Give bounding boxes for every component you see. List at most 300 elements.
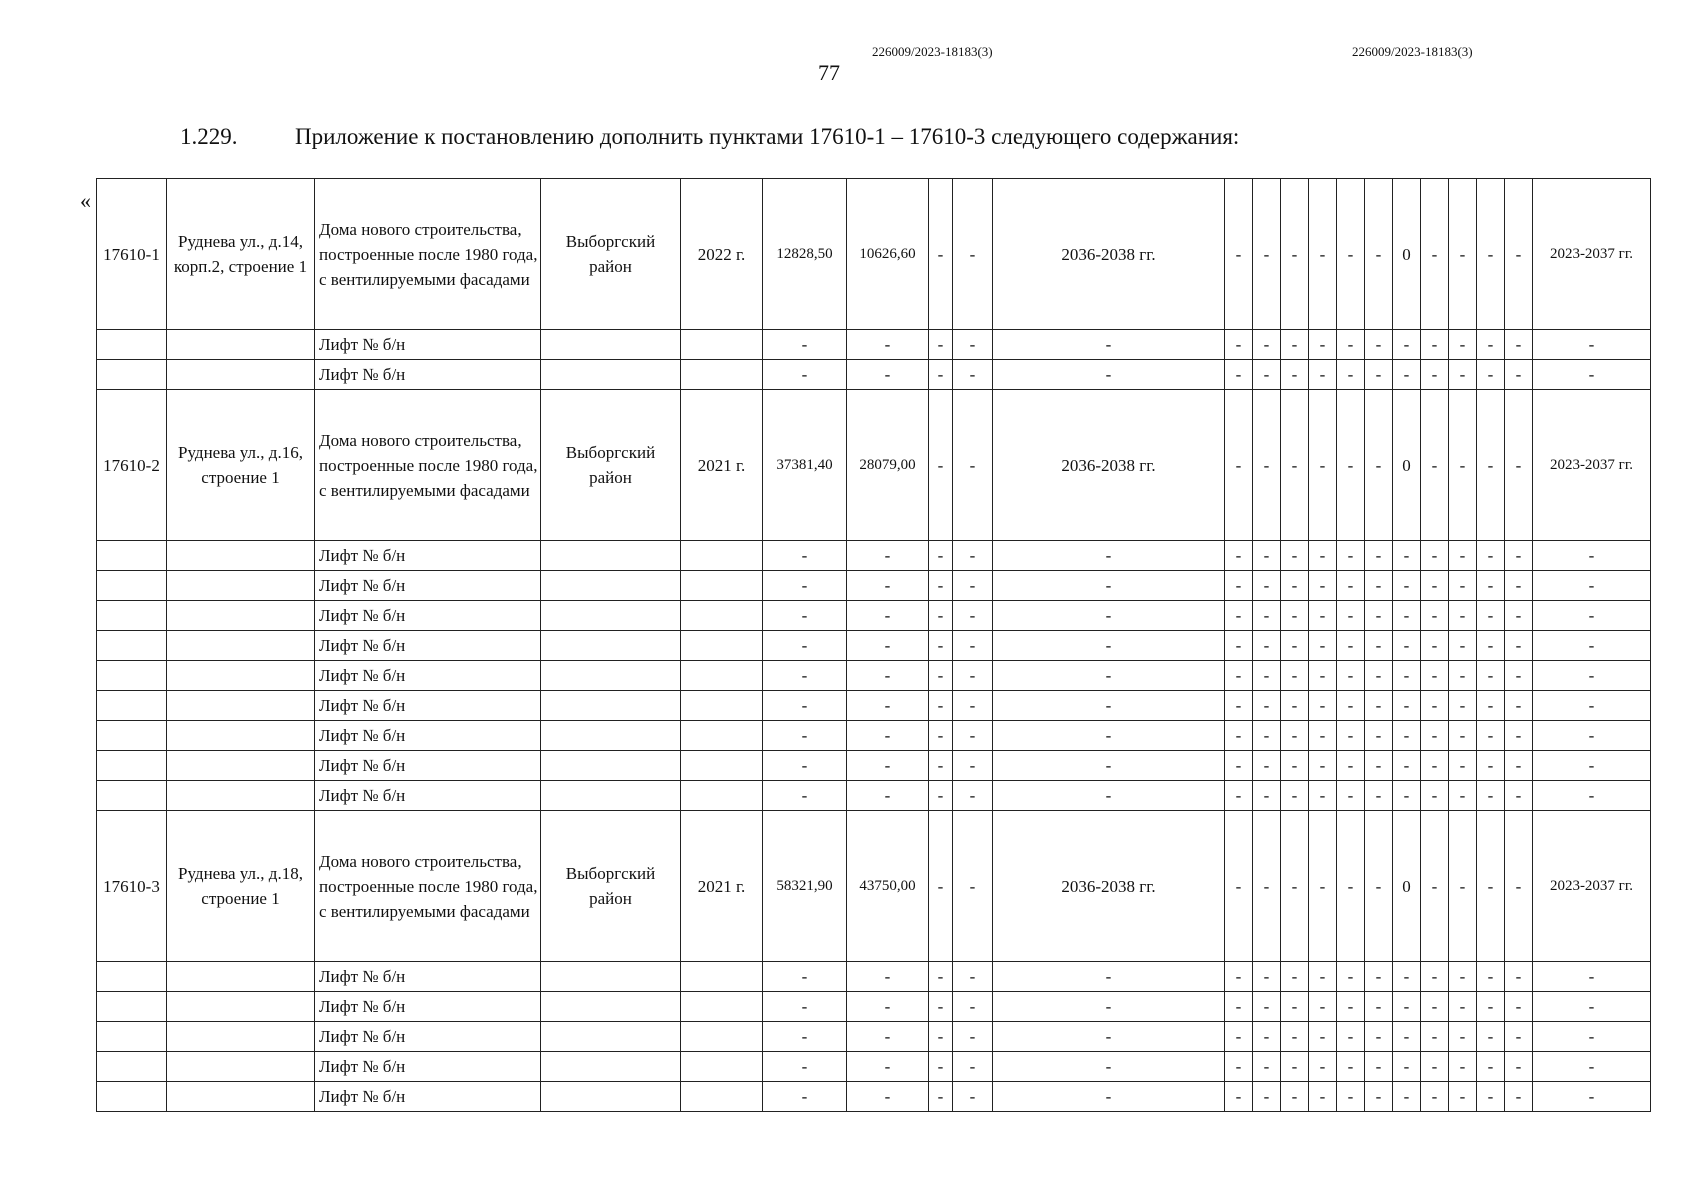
cell-area-total: - [763, 962, 847, 992]
cell-year [681, 691, 763, 721]
cell-address [167, 751, 315, 781]
cell-plan-period: - [1533, 631, 1651, 661]
cell-flag: - [1393, 571, 1421, 601]
cell-year [681, 661, 763, 691]
table-row [97, 360, 1651, 390]
cell-plan-period: - [1533, 992, 1651, 1022]
cell-flag: - [1505, 571, 1533, 601]
cell-flag: - [1365, 811, 1393, 962]
cell-area-living: - [847, 1052, 929, 1082]
table-row [97, 631, 1651, 661]
cell-flag: - [1337, 751, 1365, 781]
cell-flag: - [1477, 1052, 1505, 1082]
cell-dash: - [929, 811, 953, 962]
cell-flag: - [1309, 1082, 1337, 1112]
cell-flag: - [1449, 330, 1477, 360]
cell-district [541, 962, 681, 992]
cell-dash: - [953, 571, 993, 601]
cell-flag: - [1225, 390, 1253, 541]
cell-area-total: - [763, 571, 847, 601]
cell-flag: - [1477, 781, 1505, 811]
cell-area-living: - [847, 721, 929, 751]
document-code-left: 226009/2023-18183(3) [872, 44, 993, 59]
cell-flag: - [1309, 631, 1337, 661]
cell-flag: - [1477, 661, 1505, 691]
cell-flag: - [1505, 992, 1533, 1022]
cell-dash: - [929, 992, 953, 1022]
cell-period: 2036-2038 гг. [993, 179, 1225, 330]
cell-flag: - [1477, 962, 1505, 992]
cell-area-total: - [763, 781, 847, 811]
cell-flag: - [1421, 751, 1449, 781]
table-row [97, 751, 1651, 781]
cell-flag: - [1253, 721, 1281, 751]
cell-area-total: - [763, 751, 847, 781]
cell-flag: - [1281, 601, 1309, 631]
cell-flag: - [1281, 811, 1309, 962]
cell-area-living: - [847, 541, 929, 571]
cell-period: - [993, 661, 1225, 691]
cell-plan-period: - [1533, 330, 1651, 360]
cell-area-total: - [763, 992, 847, 1022]
cell-item-id [97, 691, 167, 721]
document-code-right: 226009/2023-18183(3) [1352, 44, 1473, 59]
cell-flag: - [1281, 631, 1309, 661]
table-row [97, 1052, 1651, 1082]
cell-item-id [97, 781, 167, 811]
cell-flag: - [1253, 330, 1281, 360]
cell-flag: - [1281, 992, 1309, 1022]
cell-year [681, 962, 763, 992]
cell-flag: - [1281, 751, 1309, 781]
cell-category: Лифт № б/н [315, 601, 541, 631]
table-row [97, 390, 1651, 541]
table-row [97, 1082, 1651, 1112]
cell-item-id [97, 751, 167, 781]
cell-flag: - [1309, 751, 1337, 781]
cell-item-id [97, 661, 167, 691]
page-number: 77 [818, 60, 840, 85]
cell-year: 2021 г. [681, 390, 763, 541]
cell-flag: - [1281, 721, 1309, 751]
cell-item-id: 17610-1 [97, 179, 167, 330]
cell-dash: - [929, 571, 953, 601]
cell-category: Лифт № б/н [315, 691, 541, 721]
cell-area-living: - [847, 661, 929, 691]
cell-flag: - [1393, 691, 1421, 721]
cell-flag: - [1421, 661, 1449, 691]
cell-flag: - [1393, 1082, 1421, 1112]
cell-area-total: - [763, 661, 847, 691]
cell-flag: - [1421, 390, 1449, 541]
cell-period: - [993, 691, 1225, 721]
cell-category: Лифт № б/н [315, 781, 541, 811]
cell-flag: - [1225, 179, 1253, 330]
cell-flag: - [1449, 571, 1477, 601]
cell-flag: - [1505, 691, 1533, 721]
cell-flag: - [1421, 781, 1449, 811]
cell-flag: - [1253, 751, 1281, 781]
cell-district [541, 360, 681, 390]
cell-flag: - [1309, 360, 1337, 390]
cell-flag: - [1337, 721, 1365, 751]
cell-district [541, 541, 681, 571]
cell-flag: - [1449, 631, 1477, 661]
cell-flag: - [1281, 541, 1309, 571]
cell-address [167, 1082, 315, 1112]
cell-flag: - [1505, 751, 1533, 781]
cell-flag: - [1449, 1082, 1477, 1112]
cell-dash: - [953, 992, 993, 1022]
cell-flag: - [1421, 1052, 1449, 1082]
cell-category: Лифт № б/н [315, 661, 541, 691]
cell-flag: - [1477, 571, 1505, 601]
cell-dash: - [929, 1082, 953, 1112]
cell-period: - [993, 751, 1225, 781]
cell-flag: - [1505, 601, 1533, 631]
cell-flag: - [1477, 360, 1505, 390]
cell-flag: - [1309, 781, 1337, 811]
table-row [97, 661, 1651, 691]
cell-category: Лифт № б/н [315, 992, 541, 1022]
cell-address [167, 691, 315, 721]
cell-dash: - [953, 811, 993, 962]
cell-flag: - [1421, 1082, 1449, 1112]
cell-flag: - [1505, 360, 1533, 390]
cell-year [681, 992, 763, 1022]
cell-flag: - [1337, 1052, 1365, 1082]
cell-category: Дома нового строительства, построенные после 1980 года, с вентилируемыми фасадами [315, 390, 541, 541]
cell-flag: - [1253, 1052, 1281, 1082]
cell-flag: - [1281, 661, 1309, 691]
cell-flag: - [1309, 330, 1337, 360]
cell-flag: - [1505, 179, 1533, 330]
cell-year [681, 781, 763, 811]
cell-year [681, 330, 763, 360]
cell-flag: - [1505, 661, 1533, 691]
cell-flag: 0 [1393, 179, 1421, 330]
cell-flag: - [1477, 992, 1505, 1022]
cell-flag: - [1477, 721, 1505, 751]
cell-flag: - [1421, 811, 1449, 962]
cell-plan-period: - [1533, 571, 1651, 601]
cell-flag: - [1225, 661, 1253, 691]
cell-category: Лифт № б/н [315, 751, 541, 781]
cell-area-total: 12828,50 [763, 179, 847, 330]
cell-flag: - [1309, 571, 1337, 601]
cell-area-total: 58321,90 [763, 811, 847, 962]
cell-area-total: - [763, 541, 847, 571]
cell-dash: - [953, 601, 993, 631]
table-row [97, 601, 1651, 631]
cell-flag: - [1281, 179, 1309, 330]
table-row [97, 179, 1651, 330]
cell-flag: - [1365, 330, 1393, 360]
cell-flag: - [1477, 1022, 1505, 1052]
cell-flag: - [1449, 751, 1477, 781]
cell-flag: - [1309, 962, 1337, 992]
cell-flag: - [1449, 360, 1477, 390]
cell-flag: - [1225, 1052, 1253, 1082]
cell-period: 2036-2038 гг. [993, 390, 1225, 541]
cell-area-living: - [847, 781, 929, 811]
cell-district [541, 1052, 681, 1082]
cell-flag: - [1393, 1022, 1421, 1052]
cell-dash: - [929, 691, 953, 721]
opening-quote: « [80, 188, 91, 213]
cell-district: Выборгский район [541, 390, 681, 541]
cell-flag: - [1365, 1022, 1393, 1052]
cell-flag: - [1337, 661, 1365, 691]
cell-item-id [97, 962, 167, 992]
cell-plan-period: - [1533, 781, 1651, 811]
cell-flag: - [1421, 992, 1449, 1022]
cell-flag: - [1337, 1082, 1365, 1112]
cell-area-living: - [847, 1022, 929, 1052]
cell-plan-period: - [1533, 360, 1651, 390]
cell-category: Лифт № б/н [315, 330, 541, 360]
cell-flag: - [1309, 1022, 1337, 1052]
cell-area-living: - [847, 751, 929, 781]
cell-flag: - [1449, 721, 1477, 751]
cell-flag: - [1253, 691, 1281, 721]
cell-period: - [993, 631, 1225, 661]
cell-flag: - [1393, 360, 1421, 390]
cell-flag: - [1337, 390, 1365, 541]
cell-flag: - [1253, 1082, 1281, 1112]
cell-flag: - [1281, 1082, 1309, 1112]
cell-flag: - [1253, 390, 1281, 541]
table-row [97, 962, 1651, 992]
cell-district: Выборгский район [541, 179, 681, 330]
cell-year: 2021 г. [681, 811, 763, 962]
cell-flag: - [1477, 390, 1505, 541]
cell-flag: - [1281, 571, 1309, 601]
cell-flag: - [1421, 601, 1449, 631]
cell-category: Лифт № б/н [315, 541, 541, 571]
cell-flag: - [1365, 661, 1393, 691]
cell-flag: - [1225, 330, 1253, 360]
cell-flag: - [1477, 179, 1505, 330]
cell-flag: - [1393, 962, 1421, 992]
cell-flag: - [1477, 811, 1505, 962]
cell-flag: - [1253, 360, 1281, 390]
cell-flag: - [1365, 541, 1393, 571]
cell-area-living: - [847, 571, 929, 601]
cell-item-id [97, 1082, 167, 1112]
cell-area-living: - [847, 962, 929, 992]
table-row [97, 541, 1651, 571]
cell-flag: - [1393, 1052, 1421, 1082]
cell-flag: - [1309, 721, 1337, 751]
cell-flag: - [1225, 631, 1253, 661]
cell-flag: - [1309, 811, 1337, 962]
cell-address [167, 661, 315, 691]
cell-flag: - [1421, 631, 1449, 661]
cell-category: Лифт № б/н [315, 721, 541, 751]
cell-dash: - [929, 721, 953, 751]
cell-category: Лифт № б/н [315, 631, 541, 661]
cell-district [541, 330, 681, 360]
cell-flag: - [1393, 721, 1421, 751]
cell-address: Руднева ул., д.18, строение 1 [167, 811, 315, 962]
cell-flag: - [1421, 541, 1449, 571]
cell-district [541, 661, 681, 691]
cell-dash: - [953, 661, 993, 691]
cell-flag: - [1365, 631, 1393, 661]
cell-area-living: - [847, 992, 929, 1022]
cell-dash: - [953, 631, 993, 661]
cell-plan-period: - [1533, 691, 1651, 721]
cell-flag: - [1421, 330, 1449, 360]
cell-year [681, 1052, 763, 1082]
cell-area-living: 43750,00 [847, 811, 929, 962]
cell-flag: - [1449, 661, 1477, 691]
cell-dash: - [953, 1082, 993, 1112]
cell-district [541, 992, 681, 1022]
cell-flag: - [1365, 1052, 1393, 1082]
cell-flag: - [1337, 601, 1365, 631]
cell-year [681, 631, 763, 661]
cell-dash: - [929, 631, 953, 661]
table-row [97, 781, 1651, 811]
cell-item-id [97, 992, 167, 1022]
cell-area-total: - [763, 1022, 847, 1052]
cell-flag: - [1253, 781, 1281, 811]
cell-district [541, 631, 681, 661]
cell-flag: - [1337, 811, 1365, 962]
cell-category: Дома нового строительства, построенные после 1980 года, с вентилируемыми фасадами [315, 179, 541, 330]
cell-category: Лифт № б/н [315, 1082, 541, 1112]
cell-flag: - [1449, 1052, 1477, 1082]
cell-plan-period: - [1533, 1082, 1651, 1112]
cell-flag: - [1421, 691, 1449, 721]
cell-dash: - [929, 601, 953, 631]
cell-item-id [97, 1022, 167, 1052]
cell-flag: - [1337, 781, 1365, 811]
cell-flag: - [1281, 330, 1309, 360]
cell-item-id [97, 571, 167, 601]
cell-flag: - [1477, 330, 1505, 360]
cell-year [681, 571, 763, 601]
cell-flag: - [1281, 962, 1309, 992]
cell-area-total: - [763, 330, 847, 360]
cell-plan-period: 2023-2037 гг. [1533, 390, 1651, 541]
cell-flag: - [1477, 631, 1505, 661]
cell-flag: - [1477, 541, 1505, 571]
cell-dash: - [953, 360, 993, 390]
cell-flag: - [1477, 751, 1505, 781]
table-row [97, 330, 1651, 360]
cell-item-id [97, 541, 167, 571]
cell-dash: - [953, 390, 993, 541]
cell-flag: - [1477, 691, 1505, 721]
cell-plan-period: - [1533, 661, 1651, 691]
cell-flag: - [1309, 992, 1337, 1022]
cell-flag: - [1505, 541, 1533, 571]
cell-period: - [993, 1022, 1225, 1052]
cell-flag: - [1477, 1082, 1505, 1112]
table-row [97, 721, 1651, 751]
cell-district [541, 1022, 681, 1052]
cell-flag: - [1225, 962, 1253, 992]
cell-area-living: - [847, 631, 929, 661]
cell-flag: - [1281, 691, 1309, 721]
cell-flag: - [1225, 781, 1253, 811]
cell-dash: - [953, 751, 993, 781]
cell-year [681, 1022, 763, 1052]
cell-flag: - [1449, 179, 1477, 330]
table-row [97, 811, 1651, 962]
cell-flag: - [1505, 1082, 1533, 1112]
cell-category: Лифт № б/н [315, 360, 541, 390]
table-row [97, 992, 1651, 1022]
clause-text: Приложение к постановлению дополнить пунктами 17610-1 – 17610-3 следующего содержания: [295, 124, 1240, 149]
cell-dash: - [953, 691, 993, 721]
cell-flag: - [1393, 661, 1421, 691]
cell-address [167, 631, 315, 661]
cell-flag: - [1225, 992, 1253, 1022]
cell-area-living: - [847, 691, 929, 721]
cell-flag: - [1393, 541, 1421, 571]
cell-flag: - [1365, 360, 1393, 390]
cell-category: Лифт № б/н [315, 962, 541, 992]
cell-address [167, 781, 315, 811]
cell-area-living: - [847, 601, 929, 631]
cell-dash: - [929, 360, 953, 390]
cell-address: Руднева ул., д.14, корп.2, строение 1 [167, 179, 315, 330]
cell-dash: - [953, 179, 993, 330]
cell-district [541, 781, 681, 811]
cell-flag: - [1253, 1022, 1281, 1052]
cell-flag: - [1505, 721, 1533, 751]
cell-flag: - [1337, 179, 1365, 330]
cell-year [681, 541, 763, 571]
cell-flag: - [1281, 781, 1309, 811]
cell-year [681, 1082, 763, 1112]
cell-flag: - [1393, 631, 1421, 661]
cell-area-total: 37381,40 [763, 390, 847, 541]
cell-flag: 0 [1393, 811, 1421, 962]
cell-area-living: 10626,60 [847, 179, 929, 330]
cell-flag: - [1309, 691, 1337, 721]
cell-flag: - [1365, 751, 1393, 781]
cell-dash: - [929, 751, 953, 781]
cell-flag: - [1421, 721, 1449, 751]
cell-district: Выборгский район [541, 811, 681, 962]
cell-flag: - [1421, 571, 1449, 601]
cell-address [167, 571, 315, 601]
cell-area-living: 28079,00 [847, 390, 929, 541]
cell-item-id: 17610-3 [97, 811, 167, 962]
cell-address [167, 1052, 315, 1082]
cell-flag: - [1253, 541, 1281, 571]
cell-area-total: - [763, 631, 847, 661]
cell-flag: - [1337, 691, 1365, 721]
cell-flag: - [1393, 751, 1421, 781]
cell-flag: - [1505, 781, 1533, 811]
cell-flag: - [1337, 571, 1365, 601]
cell-flag: - [1225, 691, 1253, 721]
table-row [97, 691, 1651, 721]
cell-flag: - [1365, 390, 1393, 541]
cell-item-id [97, 330, 167, 360]
cell-flag: - [1505, 811, 1533, 962]
intro-paragraph [180, 124, 1239, 150]
cell-address [167, 541, 315, 571]
cell-flag: - [1421, 962, 1449, 992]
cell-flag: - [1449, 992, 1477, 1022]
